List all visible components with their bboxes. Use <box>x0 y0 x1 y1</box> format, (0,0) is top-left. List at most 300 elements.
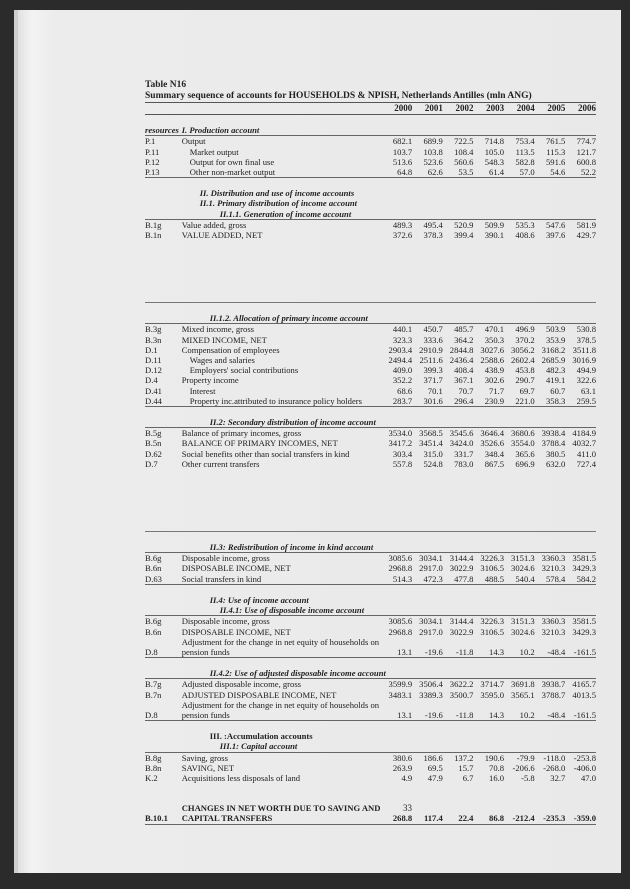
table-row <box>145 813 596 824</box>
row-value: 350.3 <box>484 334 505 345</box>
row-value: 3788.4 <box>541 438 566 449</box>
row-value: 121.7 <box>576 146 596 157</box>
table-row <box>145 147 596 157</box>
code-cell <box>145 313 182 324</box>
code-cell <box>145 188 182 198</box>
section-header: II.2: Secondary distribution of income account <box>182 417 596 428</box>
row-value: 47.9 <box>427 772 443 783</box>
row-code: B.6n <box>145 563 162 574</box>
table-row <box>145 428 596 439</box>
row-value: 3714.7 <box>480 679 505 690</box>
table-row <box>145 763 596 773</box>
row-value: 3691.8 <box>511 679 535 690</box>
row-value: 581.9 <box>576 219 596 230</box>
row-value: 365.6 <box>515 448 535 459</box>
row-label: Adjustment for the change in net equity of households on <box>181 699 380 710</box>
table-row <box>145 230 596 240</box>
row-value: 584.2 <box>565 574 596 585</box>
spacer-cell <box>145 584 596 595</box>
row-value: 488.5 <box>473 574 504 585</box>
row-value: 302.6 <box>484 375 505 386</box>
row-value: 13.1 <box>382 647 413 658</box>
row-value: 514.3 <box>382 574 413 585</box>
row-value: 290.7 <box>515 375 535 386</box>
table-row <box>145 690 596 700</box>
row-value: 3581.5 <box>572 553 596 564</box>
row-value: 62.6 <box>412 167 443 178</box>
row-value: 370.2 <box>515 334 535 345</box>
page-edge <box>14 10 18 873</box>
code-cell <box>145 741 182 752</box>
spacer-cell <box>145 783 596 793</box>
row-value: 47.0 <box>580 772 596 783</box>
row-code: B.1n <box>145 230 162 241</box>
row-value: 495.4 <box>423 219 443 230</box>
row-value: 352.2 <box>392 375 413 386</box>
row-code: D.11 <box>145 355 162 366</box>
row-value: 3938.7 <box>541 679 566 690</box>
row-value: 3417.2 <box>388 438 413 449</box>
table-row <box>145 375 596 385</box>
year-header: 2003 <box>473 103 504 115</box>
row-value: 14.3 <box>473 710 504 721</box>
row-value: 696.9 <box>515 458 535 469</box>
row-value: 13.1 <box>382 710 413 721</box>
row-label: BALANCE OF PRIMARY INCOMES, NET <box>181 438 338 449</box>
row-code: B.8n <box>145 762 162 773</box>
row-value: 632.0 <box>545 458 566 469</box>
row-code: P.13 <box>145 167 182 178</box>
row-value: 4032.7 <box>572 438 596 449</box>
code-cell <box>145 668 182 679</box>
row-value: 682.1 <box>392 136 413 147</box>
table-row <box>145 553 596 564</box>
row-code: D.7 <box>145 458 158 469</box>
row-value: -359.0 <box>565 813 596 824</box>
row-value: -11.8 <box>443 647 474 658</box>
table-row <box>145 335 596 345</box>
spacer-cell <box>145 407 596 418</box>
spacer <box>145 793 596 803</box>
row-label: ADJUSTED DISPOSABLE INCOME, NET <box>181 689 337 700</box>
row-value: 591.6 <box>545 156 566 167</box>
row-label: CAPITAL TRANSFERS <box>182 813 382 824</box>
row-value: 774.7 <box>576 136 596 147</box>
row-value: 399.3 <box>423 365 443 376</box>
section-header-row <box>145 605 596 616</box>
section-header: II.1. Primary distribution of income account <box>199 198 358 209</box>
row-value: 3622.2 <box>449 679 474 690</box>
row-value: 535.3 <box>515 219 535 230</box>
row-value: 16.0 <box>489 772 505 783</box>
continuation-row <box>145 700 596 710</box>
row-value: 3085.6 <box>388 553 413 564</box>
row-value: 186.6 <box>423 752 443 763</box>
row-value: 380.5 <box>545 448 566 459</box>
spacer <box>145 469 596 507</box>
row-value: 3451.4 <box>419 438 443 449</box>
year-header: 2006 <box>565 103 596 115</box>
row-value: 358.3 <box>535 396 566 407</box>
table-row <box>145 219 596 230</box>
row-value: 15.7 <box>458 762 474 773</box>
row-value: 496.9 <box>515 324 535 335</box>
row-value: -5.8 <box>521 772 535 783</box>
row-value: 322.6 <box>576 375 596 386</box>
row-value: 52.2 <box>565 167 596 178</box>
row-value: 103.8 <box>423 146 443 157</box>
row-value: 268.8 <box>382 813 413 824</box>
code-cell <box>145 637 182 647</box>
row-code: D.1 <box>145 344 158 355</box>
row-value: 108.4 <box>454 146 474 157</box>
row-value: 105.0 <box>484 146 505 157</box>
row-code: B.6g <box>145 553 162 564</box>
row-value: 60.7 <box>550 385 566 396</box>
year-header: 2000 <box>382 103 413 115</box>
row-value: 3500.7 <box>449 689 474 700</box>
code-cell <box>145 209 182 220</box>
row-code: B.6n <box>145 626 162 637</box>
section-header-row <box>145 313 596 324</box>
label-header <box>182 103 382 115</box>
row-value: 61.4 <box>473 167 504 178</box>
row-value: 296.4 <box>443 396 474 407</box>
row-value: 2917.0 <box>419 563 443 574</box>
row-value: 70.7 <box>458 385 474 396</box>
row-value: 689.9 <box>423 136 443 147</box>
row-code: B.7n <box>145 689 162 700</box>
row-code: P.12 <box>145 156 160 167</box>
row-value: 2588.6 <box>480 355 505 366</box>
row-value: -268.0 <box>543 762 566 773</box>
row-value: 524.8 <box>423 458 443 469</box>
row-value: 409.0 <box>392 365 413 376</box>
section-header: II.3: Redistribution of income in kind account <box>182 542 596 553</box>
row-value: 3022.9 <box>449 626 474 637</box>
spacer-cell <box>145 115 596 126</box>
row-value: 3210.3 <box>541 563 566 574</box>
table-row <box>145 459 596 469</box>
table-row <box>145 627 596 637</box>
row-label: Disposable income, gross <box>181 553 270 564</box>
row-value: 3429.3 <box>572 563 596 574</box>
year-header: 2004 <box>504 103 535 115</box>
row-value: 4184.9 <box>572 428 596 439</box>
row-value: 408.6 <box>515 230 535 241</box>
row-label: Wages and salaries <box>189 355 255 366</box>
year-header: 2001 <box>412 103 443 115</box>
row-value: 2968.8 <box>388 563 413 574</box>
row-value: 761.5 <box>545 136 566 147</box>
row-value: 71.7 <box>489 385 505 396</box>
row-value: 10.2 <box>504 647 535 658</box>
row-value: 485.7 <box>454 324 474 335</box>
spacer <box>145 240 596 278</box>
code-cell <box>145 731 182 741</box>
row-label: pension funds <box>182 647 382 658</box>
row-value: 600.8 <box>576 156 596 167</box>
row-value: -206.6 <box>512 762 535 773</box>
row-value: 364.2 <box>454 334 474 345</box>
row-value: 303.4 <box>392 448 413 459</box>
spacer-cell <box>145 278 596 303</box>
row-value: 419.1 <box>545 375 566 386</box>
row-value: 378.3 <box>423 230 443 241</box>
row-value: 714.8 <box>484 136 505 147</box>
row-label: DISPOSABLE INCOME, NET <box>181 563 291 574</box>
row-value: 3106.5 <box>480 626 505 637</box>
spacer <box>145 783 596 793</box>
spacer <box>145 115 596 126</box>
row-label: Other non-market output <box>182 167 382 178</box>
row-value: 4165.7 <box>572 679 596 690</box>
row-value: 10.2 <box>504 710 535 721</box>
row-value: 470.1 <box>484 324 505 335</box>
row-value: 3938.4 <box>541 428 566 439</box>
row-value: 450.7 <box>423 324 443 335</box>
row-code: D.62 <box>145 448 162 459</box>
row-value: -48.4 <box>535 647 566 658</box>
table-row <box>145 616 596 627</box>
row-value: 3680.6 <box>511 428 535 439</box>
row-value: 331.7 <box>454 448 474 459</box>
row-label: Property income <box>181 375 239 386</box>
row-value: 3210.3 <box>541 626 566 637</box>
row-value: 438.9 <box>484 365 505 376</box>
code-cell <box>145 198 182 208</box>
row-value: 3226.3 <box>480 616 505 627</box>
section-header-row <box>145 542 596 553</box>
row-value: 3506.4 <box>419 679 443 690</box>
row-value: 411.0 <box>576 448 596 459</box>
row-value: 3151.3 <box>511 616 535 627</box>
row-code: B.7g <box>145 679 162 690</box>
spacer-cell <box>145 532 596 543</box>
section-header-row <box>145 188 596 198</box>
spacer <box>145 407 596 418</box>
table-row <box>145 365 596 375</box>
row-value: 3106.5 <box>480 563 505 574</box>
table-row <box>145 752 596 763</box>
row-value: 64.8 <box>382 167 413 178</box>
row-value: 14.3 <box>473 647 504 658</box>
row-value: 3389.3 <box>419 689 443 700</box>
row-value: 137.2 <box>454 752 474 763</box>
row-value: 548.3 <box>484 156 505 167</box>
row-label: Adjusted disposable income, gross <box>181 679 302 690</box>
row-value: 117.4 <box>412 813 443 824</box>
accounts-table <box>145 103 596 825</box>
section-header: II.1.2. Allocation of primary income account <box>182 313 596 324</box>
row-value: 578.4 <box>535 574 566 585</box>
row-value: 547.6 <box>545 219 566 230</box>
row-label: Value added, gross <box>181 219 247 230</box>
row-value: 3226.3 <box>480 553 505 564</box>
row-value: 380.6 <box>392 752 413 763</box>
table-row <box>145 449 596 459</box>
table-row <box>145 167 596 178</box>
row-value: 22.4 <box>443 813 474 824</box>
row-value: 3024.6 <box>511 563 535 574</box>
row-value: 3595.0 <box>480 689 505 700</box>
code-header <box>145 103 182 115</box>
row-value: 3022.9 <box>449 563 474 574</box>
row-label: Interest <box>189 385 216 396</box>
row-value: 69.7 <box>519 385 535 396</box>
row-value: 540.4 <box>504 574 535 585</box>
row-label: Other current transfers <box>181 458 260 469</box>
row-value: 3646.4 <box>480 428 505 439</box>
table-row <box>145 438 596 448</box>
row-label: CHANGES IN NET WORTH DUE TO SAVING AND <box>181 803 381 814</box>
row-value: 557.8 <box>392 458 413 469</box>
spacer <box>145 584 596 595</box>
row-value: 2917.0 <box>419 626 443 637</box>
row-label: Adjustment for the change in net equity of households on <box>181 636 380 647</box>
row-value: 727.4 <box>576 458 596 469</box>
row-value: 3034.1 <box>419 553 443 564</box>
spacer <box>145 532 596 543</box>
row-value: 2494.4 <box>388 355 413 366</box>
table-row <box>145 136 596 147</box>
row-value: 3144.4 <box>449 616 474 627</box>
row-value: 530.8 <box>576 324 596 335</box>
row-value: 3024.6 <box>511 626 535 637</box>
table-row <box>145 386 596 396</box>
row-code: P.11 <box>145 146 160 157</box>
row-value: 3581.5 <box>572 616 596 627</box>
row-value: 4013.5 <box>572 689 596 700</box>
row-value: -11.8 <box>443 710 474 721</box>
row-value: 494.9 <box>576 365 596 376</box>
section-header-row <box>145 198 596 208</box>
row-code: B.3g <box>145 324 162 335</box>
row-value: 3565.1 <box>511 689 535 700</box>
row-label: Acquisitions less disposals of land <box>181 772 301 783</box>
row-code: D.63 <box>145 574 182 585</box>
table-row <box>145 324 596 335</box>
row-code: B.6g <box>145 616 162 627</box>
code-cell <box>145 595 182 605</box>
row-value: 69.5 <box>427 762 443 773</box>
row-value: 722.5 <box>454 136 474 147</box>
row-value: 367.1 <box>454 375 474 386</box>
row-value: -161.5 <box>565 647 596 658</box>
row-code: B.3n <box>145 334 162 345</box>
row-value: 399.4 <box>454 230 474 241</box>
row-value: 3545.6 <box>449 428 474 439</box>
row-value: 3534.0 <box>388 428 413 439</box>
row-label: Disposable income, gross <box>181 616 270 627</box>
table-row <box>145 773 596 783</box>
spacer-cell <box>145 658 596 669</box>
row-value: 113.5 <box>515 146 535 157</box>
row-value: 3056.2 <box>511 344 535 355</box>
resources-label: resources <box>145 125 182 136</box>
spacer <box>145 658 596 669</box>
section-header-row <box>145 595 596 605</box>
row-value: -48.4 <box>535 710 566 721</box>
section-header: III. :Accumulation accounts <box>209 731 313 742</box>
table-row <box>145 396 596 407</box>
row-value: 513.6 <box>392 156 413 167</box>
row-value: 3568.5 <box>419 428 443 439</box>
row-label: pension funds <box>182 710 382 721</box>
row-value: 103.7 <box>392 146 413 157</box>
row-label: SAVING, NET <box>181 762 235 773</box>
row-value: 6.7 <box>462 772 474 783</box>
row-value: 3168.2 <box>541 344 566 355</box>
row-value: 397.6 <box>545 230 566 241</box>
row-value: 560.6 <box>454 156 474 167</box>
row-value: 68.6 <box>397 385 413 396</box>
section-header: II.4.1: Use of disposable income account <box>182 605 596 616</box>
row-value: 333.6 <box>423 334 443 345</box>
row-value: 523.6 <box>423 156 443 167</box>
row-value: 3085.6 <box>388 616 413 627</box>
row-value: 53.5 <box>443 167 474 178</box>
section-header-row <box>145 668 596 679</box>
row-code: D.8 <box>145 710 182 721</box>
row-value: 371.7 <box>423 375 443 386</box>
spacer-cell <box>145 240 596 278</box>
row-value: 32.7 <box>550 772 566 783</box>
row-value: 390.1 <box>484 230 505 241</box>
row-value: 221.0 <box>504 396 535 407</box>
table-row <box>145 574 596 585</box>
row-value: 429.7 <box>576 230 596 241</box>
section-header: II.4: Use of income account <box>209 594 309 605</box>
row-code: P.1 <box>145 136 156 147</box>
row-value: 283.7 <box>382 396 413 407</box>
row-value: 259.5 <box>565 396 596 407</box>
row-label: DISPOSABLE INCOME, NET <box>181 626 291 637</box>
row-value: -79.9 <box>516 752 535 763</box>
row-value: -212.4 <box>504 813 535 824</box>
row-value: 3599.9 <box>388 679 413 690</box>
section-header: II. Distribution and use of income accounts <box>199 188 355 199</box>
table-container <box>145 80 596 825</box>
spacer-cell <box>145 793 596 803</box>
row-value: 489.3 <box>392 219 413 230</box>
row-value: 3483.1 <box>388 689 413 700</box>
row-value: -19.6 <box>412 710 443 721</box>
continuation-row <box>145 803 596 813</box>
table-row <box>145 563 596 573</box>
year-header: 2002 <box>443 103 474 115</box>
row-code: D.41 <box>145 385 162 396</box>
row-value: 503.9 <box>545 324 566 335</box>
row-value: 2903.4 <box>388 344 413 355</box>
section-header-row <box>145 731 596 741</box>
row-value: 230.9 <box>473 396 504 407</box>
row-label: Output for own final use <box>189 156 275 167</box>
row-label: VALUE ADDED, NET <box>181 230 263 241</box>
section-header: III.1: Capital account <box>182 741 596 752</box>
table-id: Table N16 <box>145 80 187 90</box>
code-cell <box>145 417 182 428</box>
section-header-row <box>145 417 596 428</box>
table-title: Summary sequence of accounts for HOUSEHOLDS & NPISH, Netherlands Antilles (mln ANG) <box>145 91 596 103</box>
row-code: B.5g <box>145 428 162 439</box>
row-value: 315.0 <box>423 448 443 459</box>
section-header-row <box>145 741 596 752</box>
row-value: 3016.9 <box>572 355 596 366</box>
row-value: 3511.8 <box>572 344 596 355</box>
row-value: 2436.4 <box>449 355 474 366</box>
row-code: B.8g <box>145 752 162 763</box>
